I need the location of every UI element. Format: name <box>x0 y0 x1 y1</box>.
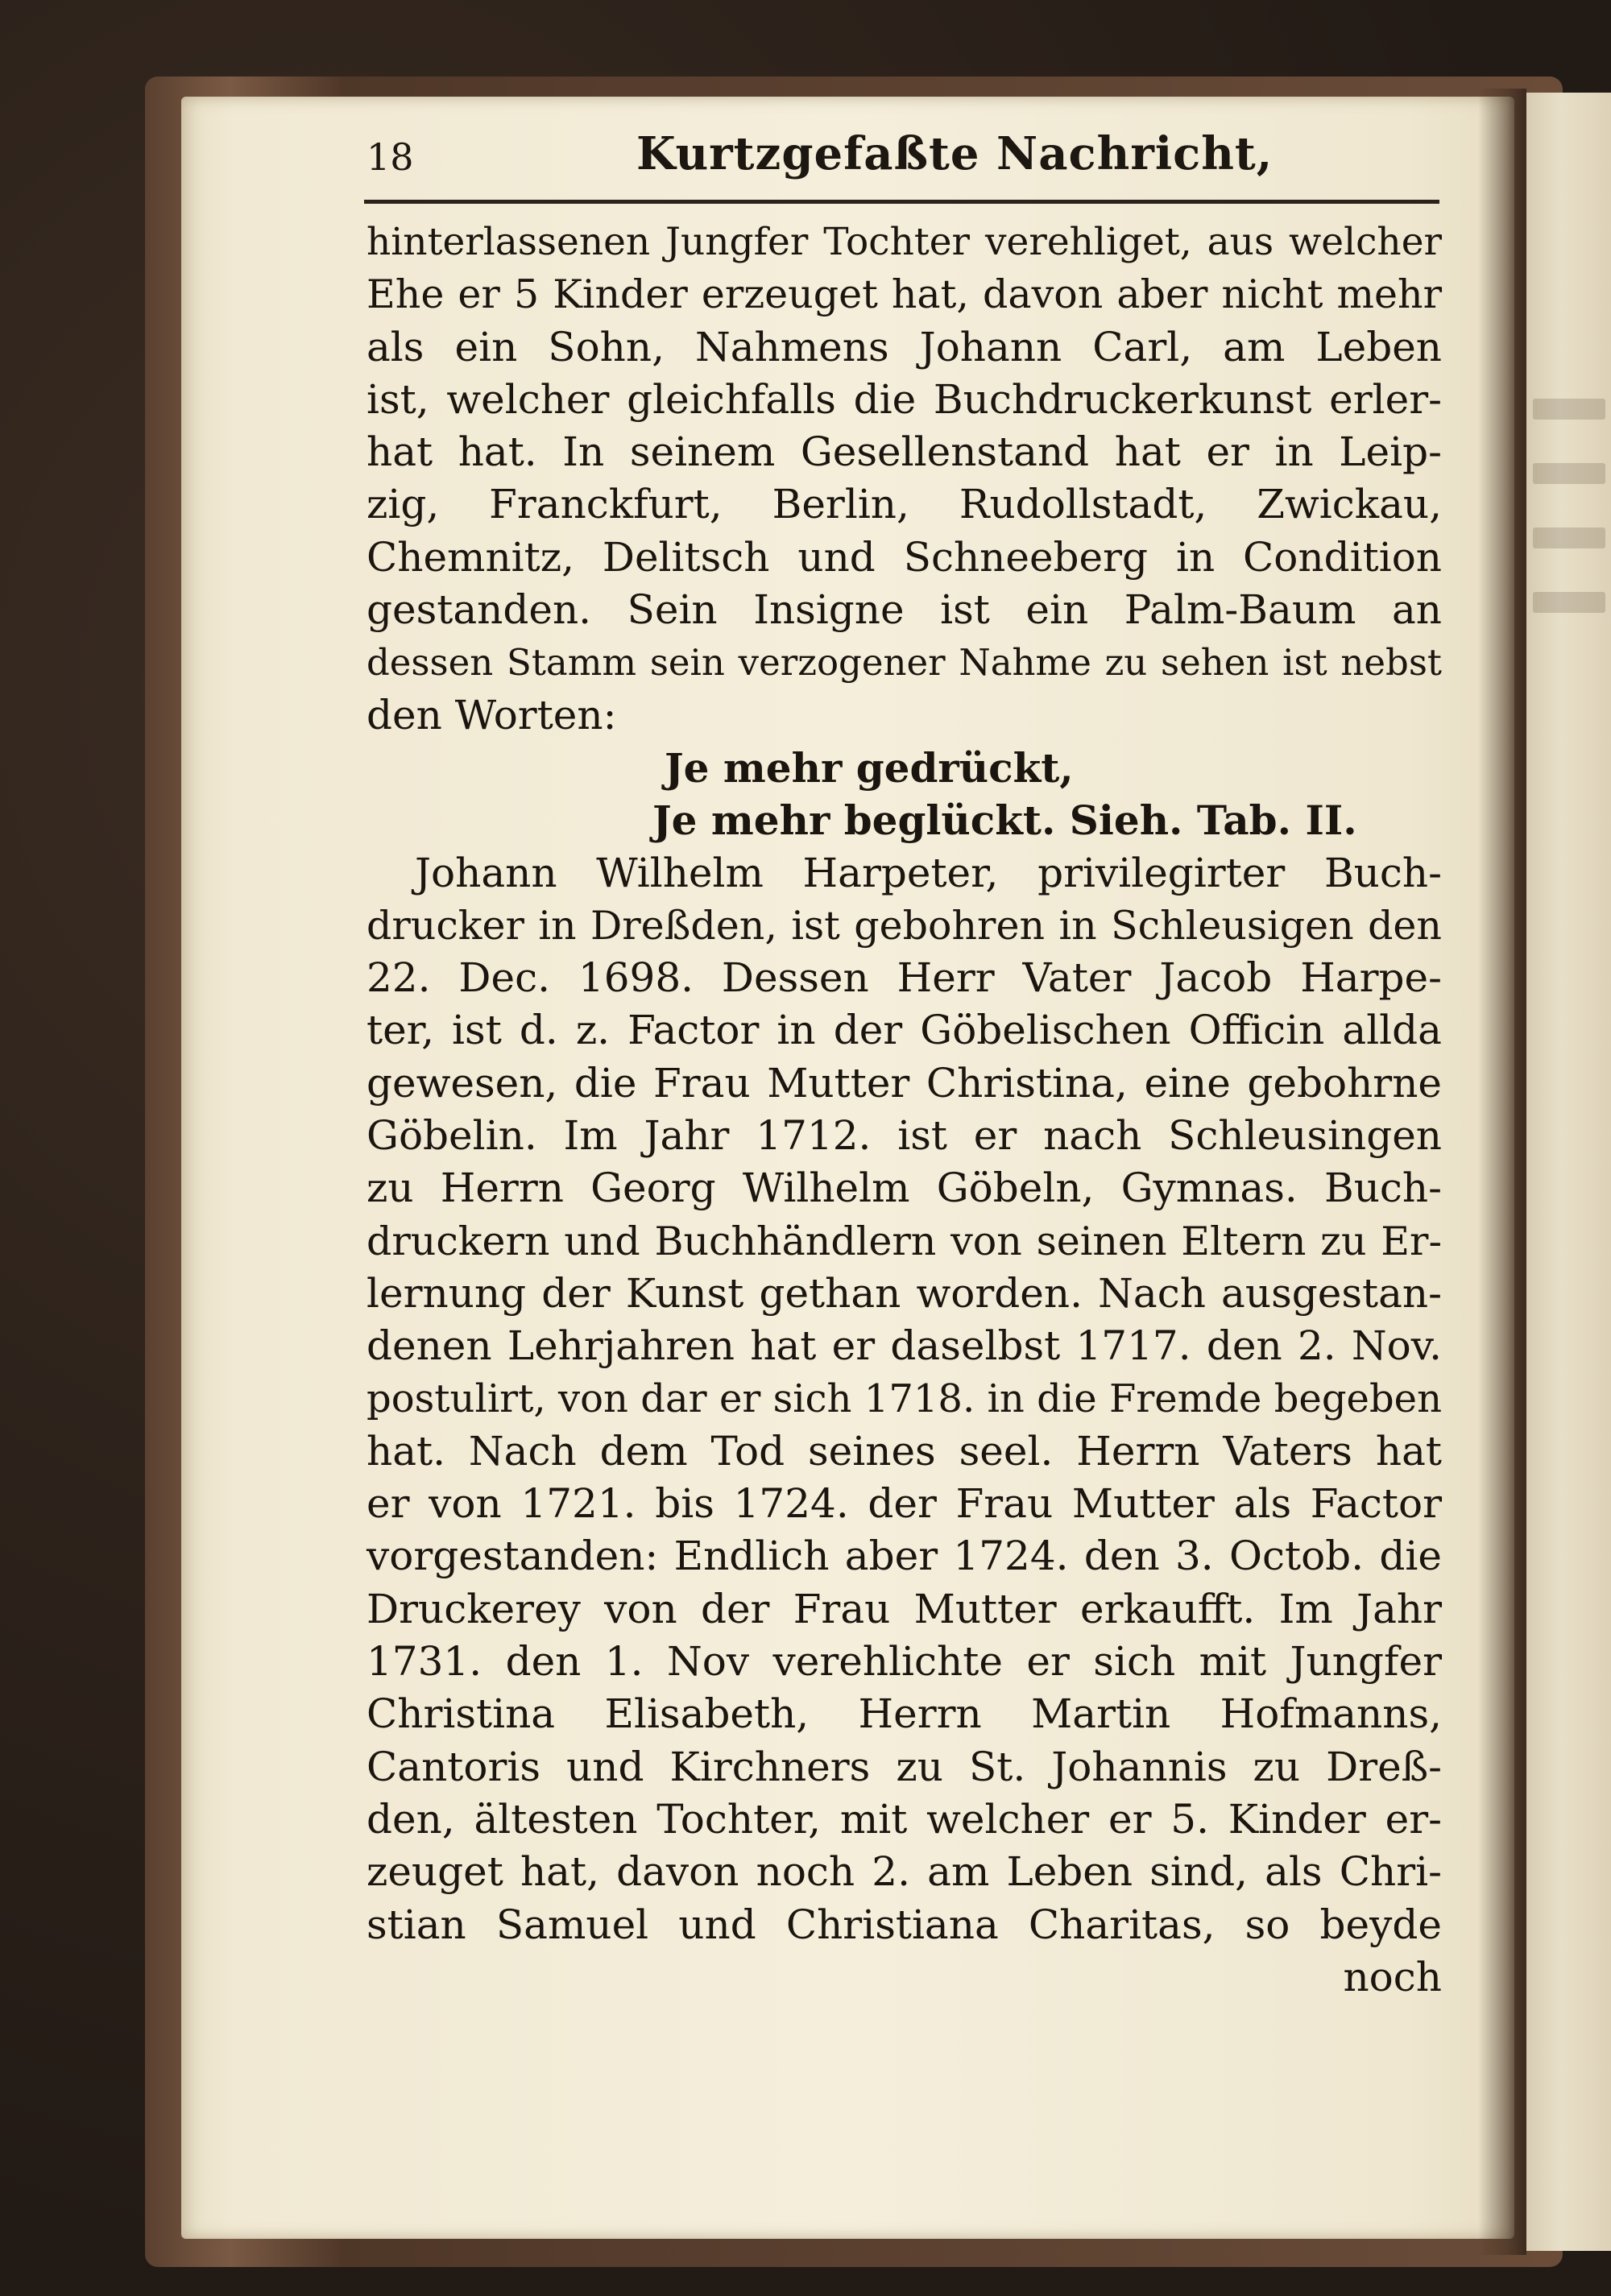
text-line: denen Lehrjahren hat er daselbst 1717. den 2. Nov. <box>367 1322 1442 1370</box>
text-line: Druckerey von der Frau Mutter erkaufft. Im Jahr <box>367 1585 1442 1632</box>
text-line: dessen Stamm sein verzogener Nahme zu sehen ist nebst <box>367 641 1442 685</box>
motto-line: Je mehr beglückt. Sieh. Tab. II. <box>652 796 1357 845</box>
text-line: hat hat. In seinem Gesellenstand hat er in Leip- <box>367 428 1442 476</box>
text-line: den Worten: <box>367 691 617 738</box>
page-header <box>367 121 1438 193</box>
text-line: Cantoris und Kirchners zu St. Johannis zu Dreß- <box>367 1743 1442 1790</box>
bleed-through-mark <box>1533 463 1605 484</box>
text-line: zig, Franckfurt, Berlin, Rudollstadt, Zwickau, <box>367 481 1442 528</box>
bleed-through-mark <box>1533 592 1605 613</box>
bleed-through-mark <box>1533 399 1605 420</box>
page-number: 18 <box>367 135 414 179</box>
text-line: ist, welcher gleichfalls die Buchdruckerkunst erler- <box>367 375 1442 423</box>
header-rule <box>364 200 1439 204</box>
text-line: postulirt, von dar er sich 1718. in die Fremde begeben <box>367 1376 1442 1421</box>
text-line: als ein Sohn, Nahmens Johann Carl, am Leben <box>367 323 1442 370</box>
catchword: noch <box>1343 1953 1442 2000</box>
text-line: Christina Elisabeth, Herrn Martin Hofmanns, <box>367 1690 1442 1738</box>
text-line: den, ältesten Tochter, mit welcher er 5. Kinder er- <box>367 1795 1442 1843</box>
text-line: 1731. den 1. Nov verehlichte er sich mit Jungfer <box>367 1638 1442 1686</box>
text-line: drucker in Dreßden, ist gebohren in Schleusigen den <box>367 902 1442 949</box>
text-line: zeuget hat, davon noch 2. am Leben sind, als Chri- <box>367 1848 1442 1896</box>
text-line: vorgestanden: Endlich aber 1724. den 3. Octob. die <box>367 1533 1442 1580</box>
text-line: ter, ist d. z. Factor in der Göbelischen Officin allda <box>367 1007 1442 1054</box>
gutter-shadow <box>1478 89 1526 2255</box>
bleed-through-mark <box>1533 527 1605 548</box>
text-line: stian Samuel und Christiana Charitas, so beyde <box>367 1901 1442 1948</box>
text-line: zu Herrn Georg Wilhelm Göbeln, Gymnas. Buch- <box>367 1165 1442 1212</box>
text-line: druckern und Buchhändlern von seinen Eltern zu Er- <box>367 1218 1442 1264</box>
running-head: Kurtzgefaßte Nachricht, <box>636 127 1273 180</box>
text-line: gestanden. Sein Insigne ist ein Palm-Baum an <box>367 586 1442 634</box>
text-line: hat. Nach dem Tod seines seel. Herrn Vaters hat <box>367 1427 1442 1475</box>
text-line: Göbelin. Im Jahr 1712. ist er nach Schleusingen <box>367 1112 1442 1160</box>
body-text <box>367 216 1442 2004</box>
text-line: lernung der Kunst gethan worden. Nach ausgestan- <box>367 1269 1442 1317</box>
text-line: gewesen, die Frau Mutter Christina, eine gebohrne <box>367 1059 1442 1107</box>
text-line: hinterlassenen Jungfer Tochter verehliget, aus welcher <box>367 220 1442 264</box>
motto-line: Je mehr gedrückt, <box>665 743 1074 792</box>
text-line: er von 1721. bis 1724. der Frau Mutter als Factor <box>367 1480 1442 1528</box>
text-line: 22. Dec. 1698. Dessen Herr Vater Jacob Harpe- <box>367 954 1442 1002</box>
text-line: Chemnitz, Delitsch und Schneeberg in Condition <box>367 533 1442 581</box>
text-line: Ehe er 5 Kinder erzeuget hat, davon aber nicht mehr <box>367 271 1442 318</box>
text-line: Johann Wilhelm Harpeter, privilegirter Buch- <box>415 849 1442 896</box>
facing-page-edge <box>1526 93 1611 2251</box>
